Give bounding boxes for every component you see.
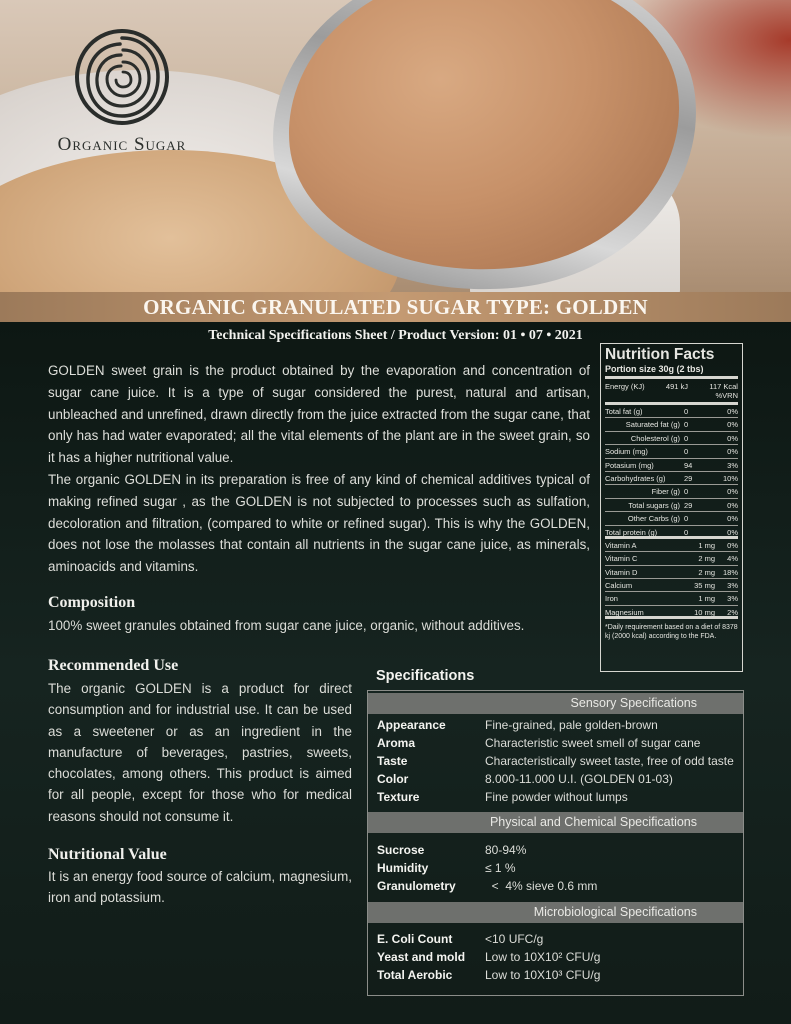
vitamin-percent: 3% bbox=[727, 581, 738, 591]
vitamin-amount: 2 mg bbox=[698, 567, 715, 577]
nutrient-name: Fiber (g) bbox=[651, 487, 680, 497]
spec-row bbox=[377, 966, 600, 984]
nutrient-name: Total protein (g) bbox=[605, 527, 658, 537]
vrn-label: %VRN bbox=[605, 391, 738, 405]
specifications-table bbox=[367, 690, 744, 996]
nutrient-row bbox=[605, 485, 738, 498]
vitamin-amount: 1 mg bbox=[698, 540, 715, 550]
vitamin-row bbox=[605, 552, 738, 565]
intro-text bbox=[48, 360, 590, 578]
vitamin-row bbox=[605, 579, 738, 592]
spec-row bbox=[377, 752, 734, 770]
spec-key: Appearance bbox=[377, 718, 446, 732]
spec-key: Total Aerobic bbox=[377, 968, 453, 982]
spec-key: Texture bbox=[377, 790, 420, 804]
nutrient-row bbox=[605, 445, 738, 458]
spec-row bbox=[377, 841, 526, 859]
nutrient-percent: 0% bbox=[727, 487, 738, 497]
energy-label: Energy (KJ) bbox=[605, 382, 645, 391]
nutrient-amount: 29 bbox=[684, 500, 693, 510]
spec-value: Low to 10X10² CFU/g bbox=[485, 950, 601, 964]
recommended-use-heading: Recommended Use bbox=[48, 657, 179, 674]
vitamin-percent: 0% bbox=[727, 540, 738, 550]
nutrient-amount: 0 bbox=[684, 420, 689, 430]
vitamin-name: Vitamin D bbox=[605, 567, 638, 577]
vitamin-name: Iron bbox=[605, 594, 618, 604]
spec-key: Color bbox=[377, 772, 409, 786]
spec-value: Characteristic sweet smell of sugar cane bbox=[485, 736, 701, 750]
spec-key: E. Coli Count bbox=[377, 932, 453, 946]
spec-value: 80-94% bbox=[485, 843, 527, 857]
spec-row bbox=[377, 770, 673, 788]
nutrient-name: Potasium (mg) bbox=[605, 460, 654, 470]
nutrient-name: Sodium (mg) bbox=[605, 447, 648, 457]
recommended-use-text: The organic GOLDEN is a product for direct consumption and for industrial use. It can be used as a sweetener or as an ingredient in the manufacture of beverages, pastries, sweets, chocolates, among others. This product is aimed for all people, except for those who for medical reasons should not consume it. bbox=[48, 681, 352, 824]
nutrient-percent: 0% bbox=[727, 514, 738, 524]
nutrient-percent: 0% bbox=[727, 500, 738, 510]
nutrient-percent: 0% bbox=[727, 447, 738, 457]
spec-value: Characteristically sweet taste, free of odd taste bbox=[485, 754, 734, 768]
spec-row bbox=[377, 716, 658, 734]
page-subtitle: Technical Specifications Sheet / Product Version: 01 • 07 • 2021 bbox=[208, 328, 583, 343]
spec-key: Humidity bbox=[377, 861, 429, 875]
nutrition-facts-panel bbox=[600, 343, 743, 672]
intro-paragraph-1: GOLDEN sweet grain is the product obtained by the evaporation and concentration of sugar cane juice. It is a type of sugar considered the purest, natural and artisan, unbleached and unrefined, drawn directly from the juice extracted from the sugar cane, that only has had water evaporated; all the vital elements of the plant are in the sweet grain, so it has a higher nutritional value. bbox=[48, 363, 590, 466]
spec-value: Fine-grained, pale golden-brown bbox=[485, 718, 658, 732]
vitamin-row bbox=[605, 539, 738, 552]
nutrient-row bbox=[605, 526, 738, 539]
spec-value: <10 UFC/g bbox=[485, 932, 544, 946]
spec-value: 8.000-11.000 U.I. (GOLDEN 01-03) bbox=[485, 772, 673, 786]
nutrient-percent: 3% bbox=[727, 460, 738, 470]
page-title: ORGANIC GRANULATED SUGAR TYPE: GOLDEN bbox=[143, 295, 648, 319]
spec-row bbox=[377, 788, 628, 806]
nutrient-amount: 0 bbox=[684, 407, 689, 416]
nutrient-percent: 0% bbox=[727, 420, 738, 430]
nutrient-percent: 0% bbox=[727, 527, 738, 537]
microbiological-band: Microbiological Specifications bbox=[368, 902, 743, 923]
spec-value: ≤ 1 % bbox=[485, 861, 516, 875]
vitamin-amount: 2 mg bbox=[698, 554, 715, 564]
spec-value: Fine powder without lumps bbox=[485, 790, 628, 804]
physical-chemical-band: Physical and Chemical Specifications bbox=[368, 812, 743, 833]
spec-row bbox=[377, 930, 543, 948]
nutrition-footnote: *Daily requirement based on a diet of 8378 kj (2000 kcal) according to the FDA. bbox=[605, 624, 738, 641]
nutritional-value-heading: Nutritional Value bbox=[48, 846, 167, 863]
vitamin-name: Vitamin A bbox=[605, 540, 637, 550]
spec-row bbox=[377, 877, 597, 895]
energy-kcal: 117 Kcal bbox=[709, 382, 738, 391]
nutrient-name: Total sugars (g) bbox=[628, 500, 680, 510]
vitamin-row bbox=[605, 592, 738, 605]
tree-ring-logo-icon bbox=[74, 28, 170, 126]
vitamin-row bbox=[605, 606, 738, 619]
nutrient-row bbox=[605, 418, 738, 431]
nutrient-name: Cholesterol (g) bbox=[630, 433, 680, 443]
spec-key: Yeast and mold bbox=[377, 950, 466, 964]
specifications-heading: Specifications bbox=[376, 668, 475, 684]
nutrient-percent: 0% bbox=[727, 407, 738, 416]
spec-value: Low to 10X10³ CFU/g bbox=[485, 968, 601, 982]
spec-row bbox=[377, 859, 516, 877]
spec-value: < 4% sieve 0.6 mm bbox=[485, 879, 598, 893]
spec-key: Aroma bbox=[377, 736, 416, 750]
nutrient-name: Total fat (g) bbox=[605, 407, 643, 416]
hero-photo bbox=[0, 0, 791, 292]
brand-name: Organic Sugar bbox=[57, 134, 187, 155]
vitamin-amount: 1 mg bbox=[698, 594, 715, 604]
energy-row bbox=[605, 379, 738, 391]
vitamin-name: Magnesium bbox=[605, 607, 644, 617]
spec-key: Taste bbox=[377, 754, 408, 768]
vitamin-name: Calcium bbox=[605, 581, 633, 591]
spec-row bbox=[377, 734, 700, 752]
nutrient-name: Saturated fat (g) bbox=[625, 420, 680, 430]
sensory-band: Sensory Specifications bbox=[368, 693, 743, 714]
vitamin-amount: 10 mg bbox=[694, 607, 715, 617]
nutritional-value-text: It is an energy food source of calcium, magnesium, iron and potassium. bbox=[48, 869, 352, 906]
nutrient-amount: 29 bbox=[684, 473, 693, 483]
vitamin-amount: 35 mg bbox=[694, 581, 715, 591]
nutrient-amount: 94 bbox=[684, 460, 693, 470]
nutrient-row bbox=[605, 459, 738, 472]
vitamin-row bbox=[605, 566, 738, 579]
nutrient-amount: 0 bbox=[684, 527, 689, 537]
nutrient-row bbox=[605, 499, 738, 512]
portion-size: Portion size 30g (2 tbs) bbox=[605, 364, 738, 379]
vitamin-percent: 18% bbox=[722, 567, 738, 577]
nutrient-name: Other Carbs (g) bbox=[627, 514, 680, 524]
composition-heading: Composition bbox=[48, 594, 136, 611]
nutrient-amount: 0 bbox=[684, 487, 689, 497]
nutrient-amount: 0 bbox=[684, 447, 689, 457]
vitamin-percent: 4% bbox=[727, 554, 738, 564]
spec-row bbox=[377, 948, 600, 966]
nutrient-row bbox=[605, 512, 738, 525]
nutrient-amount: 0 bbox=[684, 433, 689, 443]
nutrient-percent: 10% bbox=[722, 473, 738, 483]
vitamin-percent: 2% bbox=[727, 607, 738, 617]
spec-key: Sucrose bbox=[377, 843, 425, 857]
nutrient-percent: 0% bbox=[727, 433, 738, 443]
vitamin-name: Vitamin C bbox=[605, 554, 638, 564]
nutrient-row bbox=[605, 472, 738, 485]
nutrient-row bbox=[605, 432, 738, 445]
spec-key: Granulometry bbox=[377, 879, 456, 893]
title-band bbox=[0, 292, 791, 322]
energy-kj: 491 kJ bbox=[665, 382, 689, 391]
composition-text: 100% sweet granules obtained from sugar cane juice, organic, without additives. bbox=[48, 618, 525, 633]
intro-paragraph-2: The organic GOLDEN in its preparation is free of any kind of chemical additives typical of making refined sugar , as the GOLDEN is not subjected to processes such as sulfation, decoloration and filtration, (compared to white or refined sugar). This is why the GOLDEN, does not lose the molasses that contain all nutrients in the sugar cane juice, as minerals, aminoacids and vitamins. bbox=[48, 471, 590, 575]
nutrient-amount: 0 bbox=[684, 514, 689, 524]
vitamin-percent: 3% bbox=[727, 594, 738, 604]
nutrition-facts-title: Nutrition Facts bbox=[605, 346, 715, 363]
nutrient-row bbox=[605, 405, 738, 418]
brand-logo bbox=[22, 28, 222, 160]
nutrient-name: Carbohydrates (g) bbox=[605, 473, 666, 483]
